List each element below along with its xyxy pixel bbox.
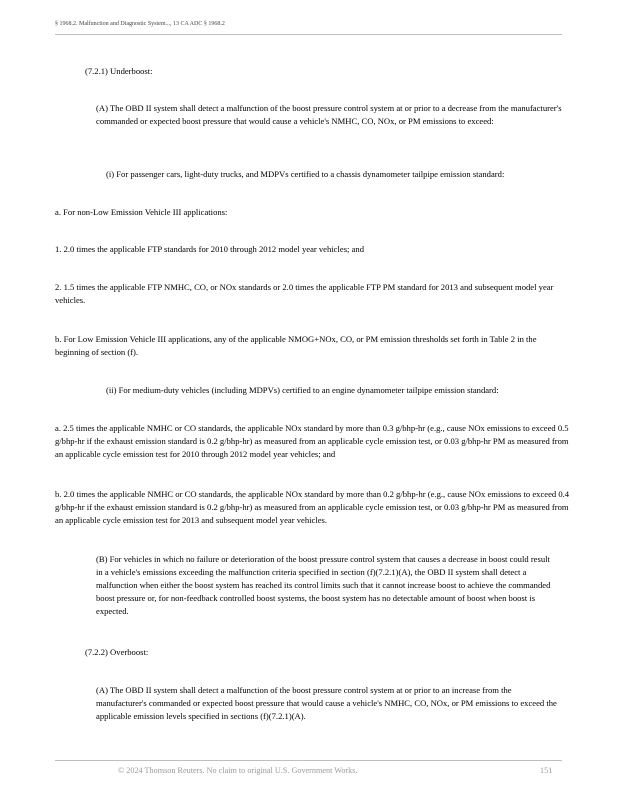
running-header: § 1968.2. Malfunction and Diagnostic System..., 13 CA ADC § 1968.2 (55, 21, 225, 27)
footer-copyright: © 2024 Thomson Reuters. No claim to original U.S. Government Works. (118, 766, 358, 775)
list-item-1: 1. 2.0 times the applicable FTP standards for 2010 through 2012 model year vehicles; and (55, 244, 364, 254)
paragraph-lev3: b. For Low Emission Vehicle III applications, any of the applicable NMOG+NOx, CO, or PM emission thresholds set forth in Table 2 in the beginning of section (f). (55, 334, 537, 357)
section-heading-overboost: (7.2.2) Overboost: (85, 647, 149, 657)
paragraph-medium-duty-a: a. 2.5 times the applicable NMHC or CO standards, the applicable NOx standard by more than 0.3 g/bhp-hr (e.g., cause NOx emissions to exceed 0.5 g/bhp-hr if the exhaust emission standard is 0.2 g/bhp-hr) as measured from an applicable cycle emission test, or 0.03 g/bhp-hr PM as measured from an applicable cycle emission test for 2010 through 2012 model year vehicles; and (55, 423, 569, 459)
paragraph-medium-duty: (ii) For medium-duty vehicles (including MDPVs) certified to an engine dynamometer tailpipe emission standard: (106, 385, 499, 395)
paragraph-underboost-b: (B) For vehicles in which no failure or deterioration of the boost pressure control system that causes a decrease in boost could result in a vehicle's emissions exceeding the malfunction criteria specified in section (f)(7.2.1)(A), the OBD II system shall detect a malfunction when either the boost system has reached its control limits such that it cannot increase boost to achieve the commanded boost pressure or, for non-feedback controlled boost systems, the boost system has no detectable amount of boost when boost is expected. (96, 554, 551, 616)
header-divider (55, 34, 562, 35)
footer-divider (55, 760, 562, 761)
paragraph-non-lev3: a. For non-Low Emission Vehicle III applications: (55, 207, 228, 217)
section-heading-underboost: (7.2.1) Underboost: (85, 66, 153, 76)
list-item-2: 2. 1.5 times the applicable FTP NMHC, CO, or NOx standards or 2.0 times the applicable FTP PM standard for 2013 and subsequent model year vehicles. (55, 282, 554, 305)
paragraph-overboost-a: (A) The OBD II system shall detect a malfunction of the boost pressure control system at or prior to an increase from the manufacturer's commanded or expected boost pressure that would cause a vehicle's NMHC, CO, NOx, or PM emissions to exceed the applicable emission levels specified in sections (f)(7.2.1)(A). (96, 685, 557, 721)
page-number: 151 (540, 766, 553, 775)
paragraph-passenger-cars: (i) For passenger cars, light-duty trucks, and MDPVs certified to a chassis dynamometer tailpipe emission standard: (106, 169, 505, 179)
paragraph-underboost-a: (A) The OBD II system shall detect a malfunction of the boost pressure control system at or prior to a decrease from the manufacturer's commanded or expected boost pressure that would cause a vehicle's NMHC, CO, NOx, or PM emissions to exceed: (96, 103, 562, 126)
paragraph-medium-duty-b: b. 2.0 times the applicable NMHC or CO standards, the applicable NOx standard by more than 0.2 g/bhp-hr (e.g., cause NOx emissions to exceed 0.4 g/bhp-hr if the exhaust emission standard is 0.2 g/bhp-hr) as measured from an applicable cycle emission test, or 0.03 g/bhp-hr PM as measured from an applicable cycle emission test for 2013 and subsequent model year vehicles. (55, 489, 570, 525)
